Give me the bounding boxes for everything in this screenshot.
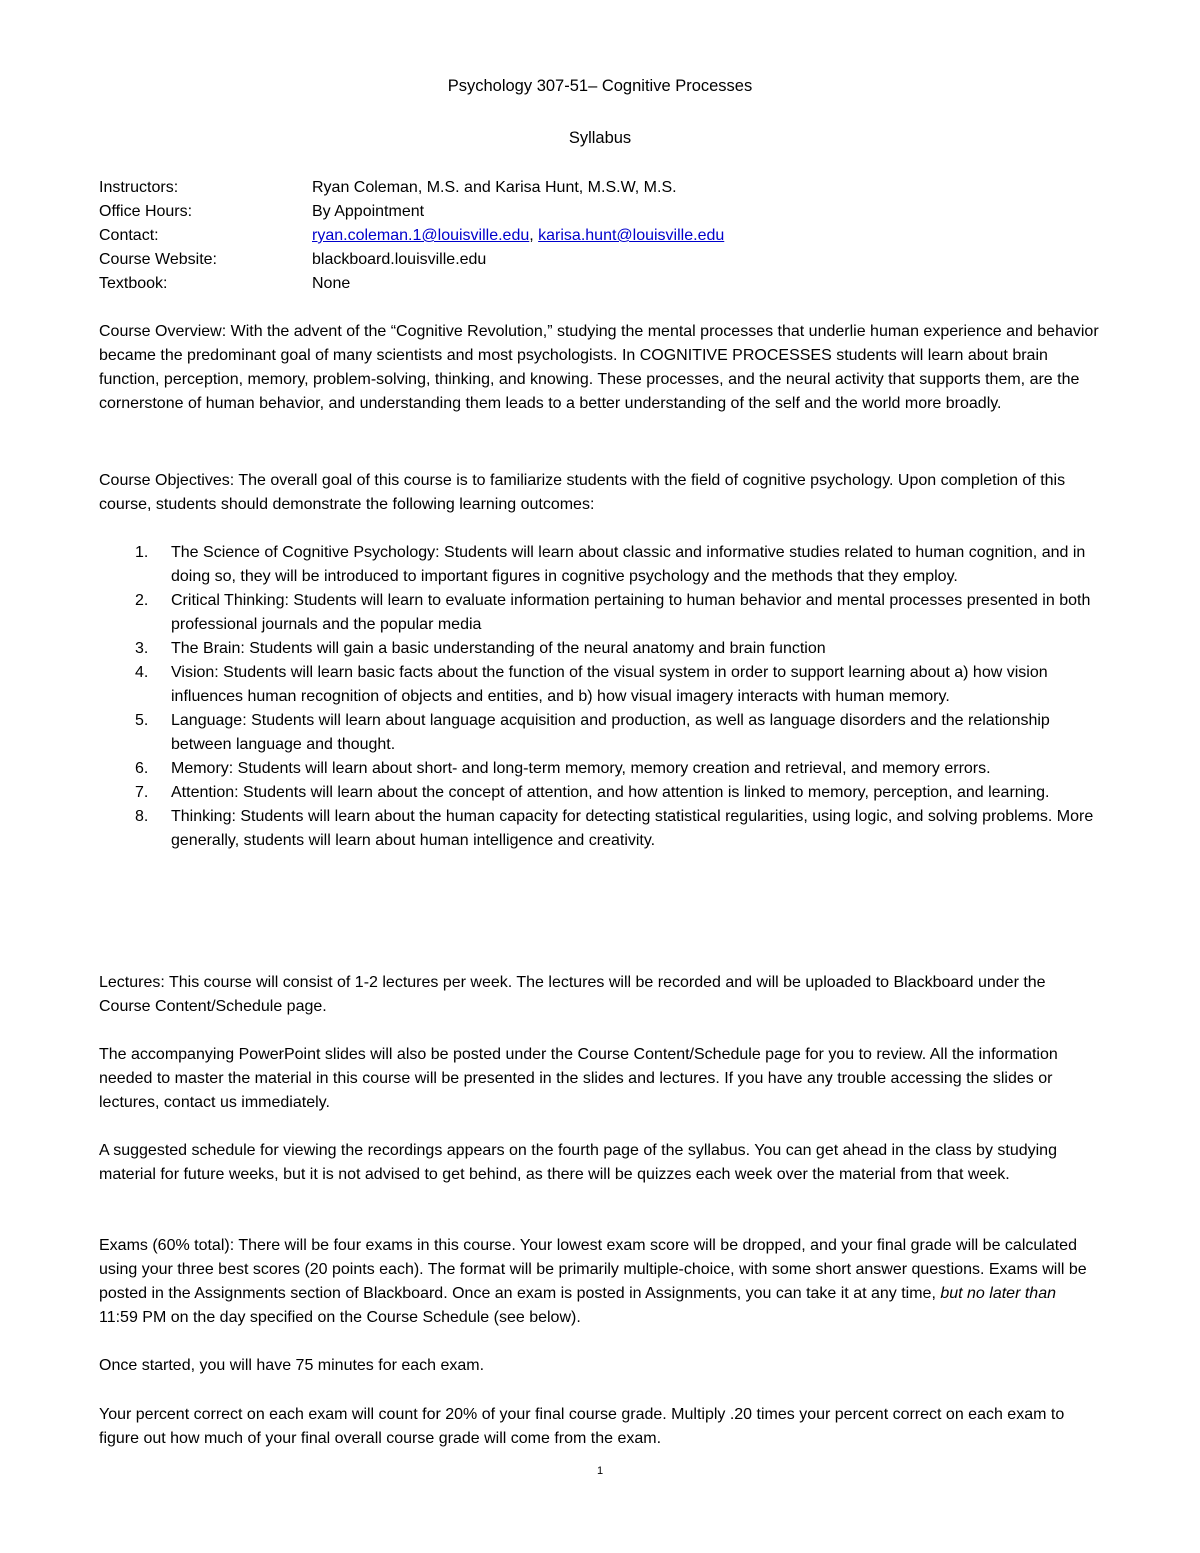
list-item xyxy=(99,541,1099,589)
website-value: blackboard.louisville.edu xyxy=(312,251,487,268)
list-item-number: 7. xyxy=(135,784,149,801)
office-hours-value: By Appointment xyxy=(312,203,425,220)
course-objectives-intro: Course Objectives: The overall goal of this course is to familiarize students with the field of cognitive psychology. Upon completion of this course, students should demonstrate the following learning outcomes: xyxy=(99,472,1066,513)
textbook-label: Textbook: xyxy=(99,275,168,292)
list-item-text: Vision: Students will learn basic facts about the function of the visual system in order to support learning about a) how vision influences human recognition of objects and entities, and b) how visual imagery interacts with human memory. xyxy=(171,664,1048,705)
textbook-row xyxy=(99,272,1099,296)
list-item xyxy=(99,757,1099,781)
page-number: 1 xyxy=(596,1465,604,1477)
course-overview-paragraph: Course Overview: With the advent of the “Cognitive Revolution,” studying the mental processes that underlie human experience and behavior became the predominant goal of many scientists and most psychologists. In COGNITIVE PROCESSES students will learn about brain function, perception, memory, problem-solving, thinking, and knowing. These processes, and the neural activity that supports them, are the cornerstone of human behavior, and understanding them leads to a better understanding of the self and the world more broadly. xyxy=(99,323,1099,412)
list-item xyxy=(99,709,1099,757)
list-item-number: 4. xyxy=(135,664,149,681)
list-item-text: The Brain: Students will gain a basic understanding of the neural anatomy and brain function xyxy=(171,640,826,657)
list-item-number: 1. xyxy=(135,544,149,561)
list-item xyxy=(99,637,1099,661)
exam-percent-paragraph: Your percent correct on each exam will count for 20% of your final course grade. Multiply .20 times your percent correct on each exam to figure out how much of your final overall course grade will come from the exam. xyxy=(99,1406,1065,1447)
list-item xyxy=(99,781,1099,805)
textbook-value: None xyxy=(312,275,351,292)
course-info-block xyxy=(99,176,1099,296)
list-item xyxy=(99,589,1099,637)
email-link-coleman[interactable]: ryan.coleman.1@louisville.edu xyxy=(312,227,530,244)
contact-row xyxy=(99,224,1099,248)
contact-label: Contact: xyxy=(99,227,159,244)
website-row xyxy=(99,248,1099,272)
email-link-hunt[interactable]: karisa.hunt@louisville.edu xyxy=(538,227,725,244)
exams-text-part-2: 11:59 PM on the day specified on the Course Schedule (see below). xyxy=(99,1309,581,1326)
course-title: Psychology 307-51– Cognitive Processes xyxy=(447,77,753,95)
list-item-text: Language: Students will learn about language acquisition and production, as well as language disorders and the relationship between language and thought. xyxy=(171,712,1050,753)
list-item-text: Thinking: Students will learn about the human capacity for detecting statistical regularities, using logic, and solving problems. More generally, students will learn about human intelligence and creativity. xyxy=(171,808,1094,849)
website-label: Course Website: xyxy=(99,251,217,268)
contact-value xyxy=(312,224,724,248)
instructors-label: Instructors: xyxy=(99,179,179,196)
list-item-number: 5. xyxy=(135,712,149,729)
office-hours-label: Office Hours: xyxy=(99,203,193,220)
exam-duration-paragraph: Once started, you will have 75 minutes for each exam. xyxy=(99,1357,485,1374)
schedule-paragraph: A suggested schedule for viewing the recordings appears on the fourth page of the syllabus. You can get ahead in the class by studying material for future weeks, but it is not advised to get behind, as there will be quizzes each week over the material from that week. xyxy=(99,1142,1057,1183)
list-item-number: 6. xyxy=(135,760,149,777)
learning-outcomes-list xyxy=(99,541,1099,853)
instructors-row xyxy=(99,176,1099,200)
slides-paragraph: The accompanying PowerPoint slides will also be posted under the Course Content/Schedule page for you to review. All the information needed to master the material in this course will be presented in the slides and lectures. If you have any trouble accessing the slides or lectures, contact us immediately. xyxy=(99,1046,1058,1111)
contact-separator: , xyxy=(529,227,539,244)
list-item-text: Memory: Students will learn about short- and long-term memory, memory creation and retrieval, and memory errors. xyxy=(171,760,991,777)
list-item-text: Critical Thinking: Students will learn to evaluate information pertaining to human behavior and mental processes presented in both professional journals and the popular media xyxy=(171,592,1091,633)
list-item xyxy=(99,805,1099,853)
list-item-number: 2. xyxy=(135,592,149,609)
instructors-value: Ryan Coleman, M.S. and Karisa Hunt, M.S.W, M.S. xyxy=(312,179,677,196)
list-item-number: 3. xyxy=(135,640,149,657)
list-item-text: Attention: Students will learn about the concept of attention, and how attention is linked to memory, perception, and learning. xyxy=(171,784,1050,801)
list-item-text: The Science of Cognitive Psychology: Students will learn about classic and informative studies related to human cognition, and in doing so, they will be introduced to important figures in cognitive psychology and the methods that they employ. xyxy=(171,544,1086,585)
exams-text-part-1: Exams (60% total): There will be four exams in this course. Your lowest exam score will be dropped, and your final grade will be calculated using your three best scores (20 points each). The format will be primarily multiple-choice, with some short answer questions. Exams will be posted in the Assignments section of Blackboard. Once an exam is posted in Assignments, you can take it at any time, xyxy=(99,1237,1087,1302)
syllabus-heading: Syllabus xyxy=(568,129,632,147)
list-item-number: 8. xyxy=(135,808,149,825)
office-hours-row xyxy=(99,200,1099,224)
exams-paragraph xyxy=(99,1234,1099,1330)
exams-deadline-emphasis: but no later than xyxy=(940,1285,1056,1302)
list-item xyxy=(99,661,1099,709)
lectures-paragraph: Lectures: This course will consist of 1-2 lectures per week. The lectures will be recorded and will be uploaded to Blackboard under the Course Content/Schedule page. xyxy=(99,974,1046,1015)
